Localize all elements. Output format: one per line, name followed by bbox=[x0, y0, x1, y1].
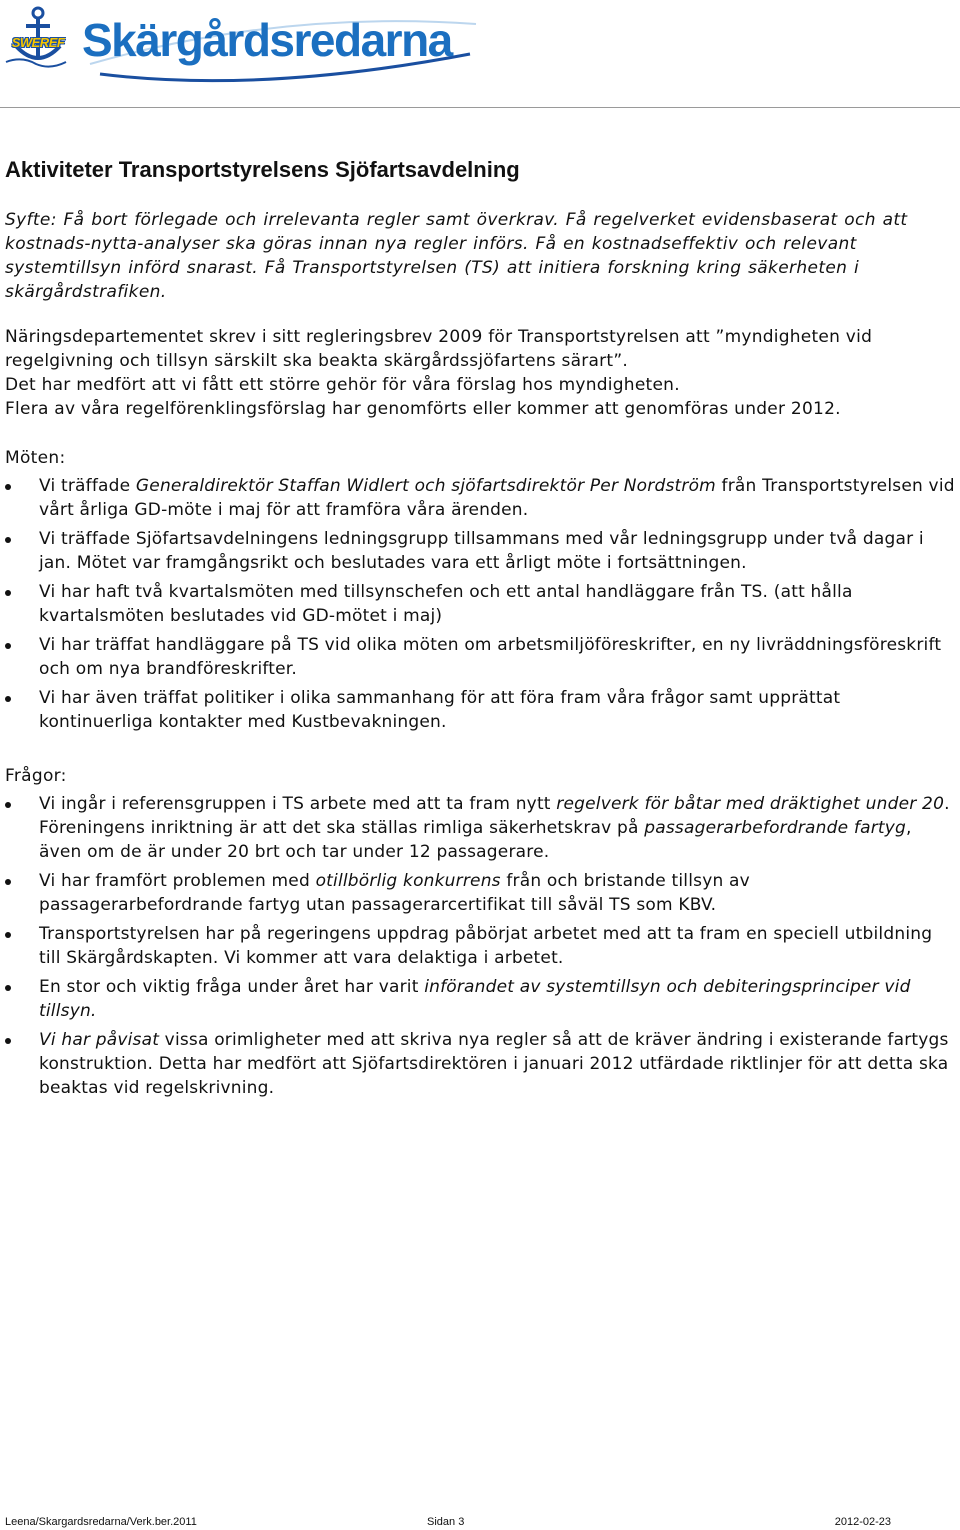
footer-date: 2012-02-23 bbox=[834, 1516, 891, 1528]
item-text: Transportstyrelsen har på regeringens uppdrag påbörjat arbetet med att ta fram en speciell utbildning till Skärgårdskapten. Vi kommer att vara delaktiga i arbetet. bbox=[39, 924, 933, 968]
list-item bbox=[5, 1028, 955, 1100]
meetings-list bbox=[5, 474, 955, 734]
item-text: Vi har träffat handläggare på TS vid olika möten om arbetsmiljöföreskrifter, en ny livräddningsföreskrift och om nya brandföreskrifter. bbox=[39, 635, 942, 679]
document-body bbox=[5, 152, 955, 1105]
item-text: , även om de är under 20 brt och tar under 12 passagerare. bbox=[39, 818, 912, 862]
logo-text: SWEREF bbox=[11, 35, 65, 50]
intro-line-3: Flera av våra regelförenklingsförslag har genomförts eller kommer att genomföras under 2012. bbox=[5, 399, 841, 419]
list-item bbox=[5, 792, 955, 864]
item-text: Vi har haft två kvartalsmöten med tillsynschefen och ett antal handläggare från TS. (att hålla kvartalsmöten beslutades vid GD-mötet i maj) bbox=[39, 582, 853, 626]
item-text: Vi har framfört problemen med bbox=[39, 871, 316, 891]
item-text: från och bristande tillsyn av passagerarbefordrande fartyg utan passagerarcertifikat till såväl TS som KBV. bbox=[39, 871, 750, 915]
header-divider bbox=[0, 107, 960, 108]
list-item bbox=[5, 580, 955, 628]
questions-heading: Frågor: bbox=[5, 766, 67, 786]
bullet-icon bbox=[5, 985, 11, 991]
item-emphasis: otillbörlig konkurrens bbox=[315, 871, 501, 891]
intro-line-1: Näringsdepartementet skrev i sitt regleringsbrev 2009 för Transportstyrelsen att ”myndigheten vid regelgivning och tillsyn särskilt ska beakta skärgårdssjöfartens särart”. bbox=[5, 327, 873, 371]
bullet-icon bbox=[5, 802, 11, 808]
intro-section bbox=[5, 325, 955, 421]
page-footer bbox=[5, 1514, 955, 1530]
bullet-icon bbox=[5, 1038, 11, 1044]
list-item bbox=[5, 527, 955, 575]
bullet-icon bbox=[5, 879, 11, 885]
item-text: En stor och viktig fråga under året har varit bbox=[39, 977, 425, 997]
footer-page-number: Sidan 3 bbox=[427, 1516, 465, 1528]
questions-list bbox=[5, 792, 955, 1100]
bullet-icon bbox=[5, 537, 11, 543]
list-item bbox=[5, 869, 955, 917]
page-title: Aktiviteter Transportstyrelsens Sjöfartsavdelning bbox=[5, 157, 520, 182]
bullet-icon bbox=[5, 932, 11, 938]
item-emphasis: införandet av systemtillsyn och debiteringsprinciper vid tillsyn. bbox=[39, 977, 911, 1021]
list-item bbox=[5, 474, 955, 522]
item-text: Vi träffade Sjöfartsavdelningens ledningsgrupp tillsammans med vår ledningsgrupp under två dagar i jan. Mötet var framgångsrikt och beslutades vara ett årligt möte i fortsättningen. bbox=[39, 529, 924, 573]
item-emphasis: Vi har påvisat bbox=[39, 1030, 160, 1050]
intro-line-2: Det har medfört att vi fått ett större gehör för våra förslag hos myndigheten. bbox=[5, 375, 680, 395]
list-item bbox=[5, 633, 955, 681]
item-text: . Föreningens inriktning är att det ska ställas rimliga säkerhetskrav på bbox=[39, 794, 950, 838]
list-item bbox=[5, 686, 955, 734]
sweref-logo bbox=[4, 4, 68, 72]
item-emphasis: passagerarbefordrande fartyg bbox=[644, 818, 906, 838]
purpose-paragraph: Syfte: Få bort förlegade och irrelevanta regler samt överkrav. Få regelverket evidensbaserat och att kostnads-nytta-analyser ska göras innan nya regler införs. Få en kostnadseffektiv och relevant systemtillsyn införd snarast. Få Transportstyrelsen (TS) att initiera forskning kring säkerheten i skärgårdstrafiken. bbox=[5, 210, 908, 302]
meetings-heading: Möten: bbox=[5, 448, 66, 468]
bullet-icon bbox=[5, 484, 11, 490]
item-text: från Transportstyrelsen vid vårt årliga GD-möte i maj för att framföra våra ärenden. bbox=[39, 476, 955, 520]
list-item bbox=[5, 922, 955, 970]
item-text: Vi har även träffat politiker i olika sammanhang för att föra fram våra frågor samt upprättat kontinuerliga kontakter med Kustbevakningen. bbox=[39, 688, 841, 732]
item-text: Vi ingår i referensgruppen i TS arbete med att ta fram nytt bbox=[39, 794, 557, 814]
item-text: Vi träffade bbox=[39, 476, 136, 496]
page-header bbox=[0, 0, 960, 110]
item-text: vissa orimligheter med att skriva nya regler så att de kräver ändring i existerande fartygs konstruktion. Detta har medfört att Sjöfartsdirektören i januari 2012 utfärdade riktlinjer för att detta ska beaktas vid regelskrivning. bbox=[39, 1030, 949, 1098]
item-emphasis: regelverk för båtar med dräktighet under 20 bbox=[556, 794, 945, 814]
item-emphasis: Generaldirektör Staffan Widlert och sjöfartsdirektör Per Nordström bbox=[135, 476, 716, 496]
bullet-icon bbox=[5, 643, 11, 649]
bullet-icon bbox=[5, 696, 11, 702]
footer-document-path: Leena/Skargardsredarna/Verk.ber.2011 bbox=[5, 1516, 197, 1528]
bullet-icon bbox=[5, 590, 11, 596]
list-item bbox=[5, 975, 955, 1023]
brand-name: Skärgårdsredarna bbox=[82, 14, 452, 66]
